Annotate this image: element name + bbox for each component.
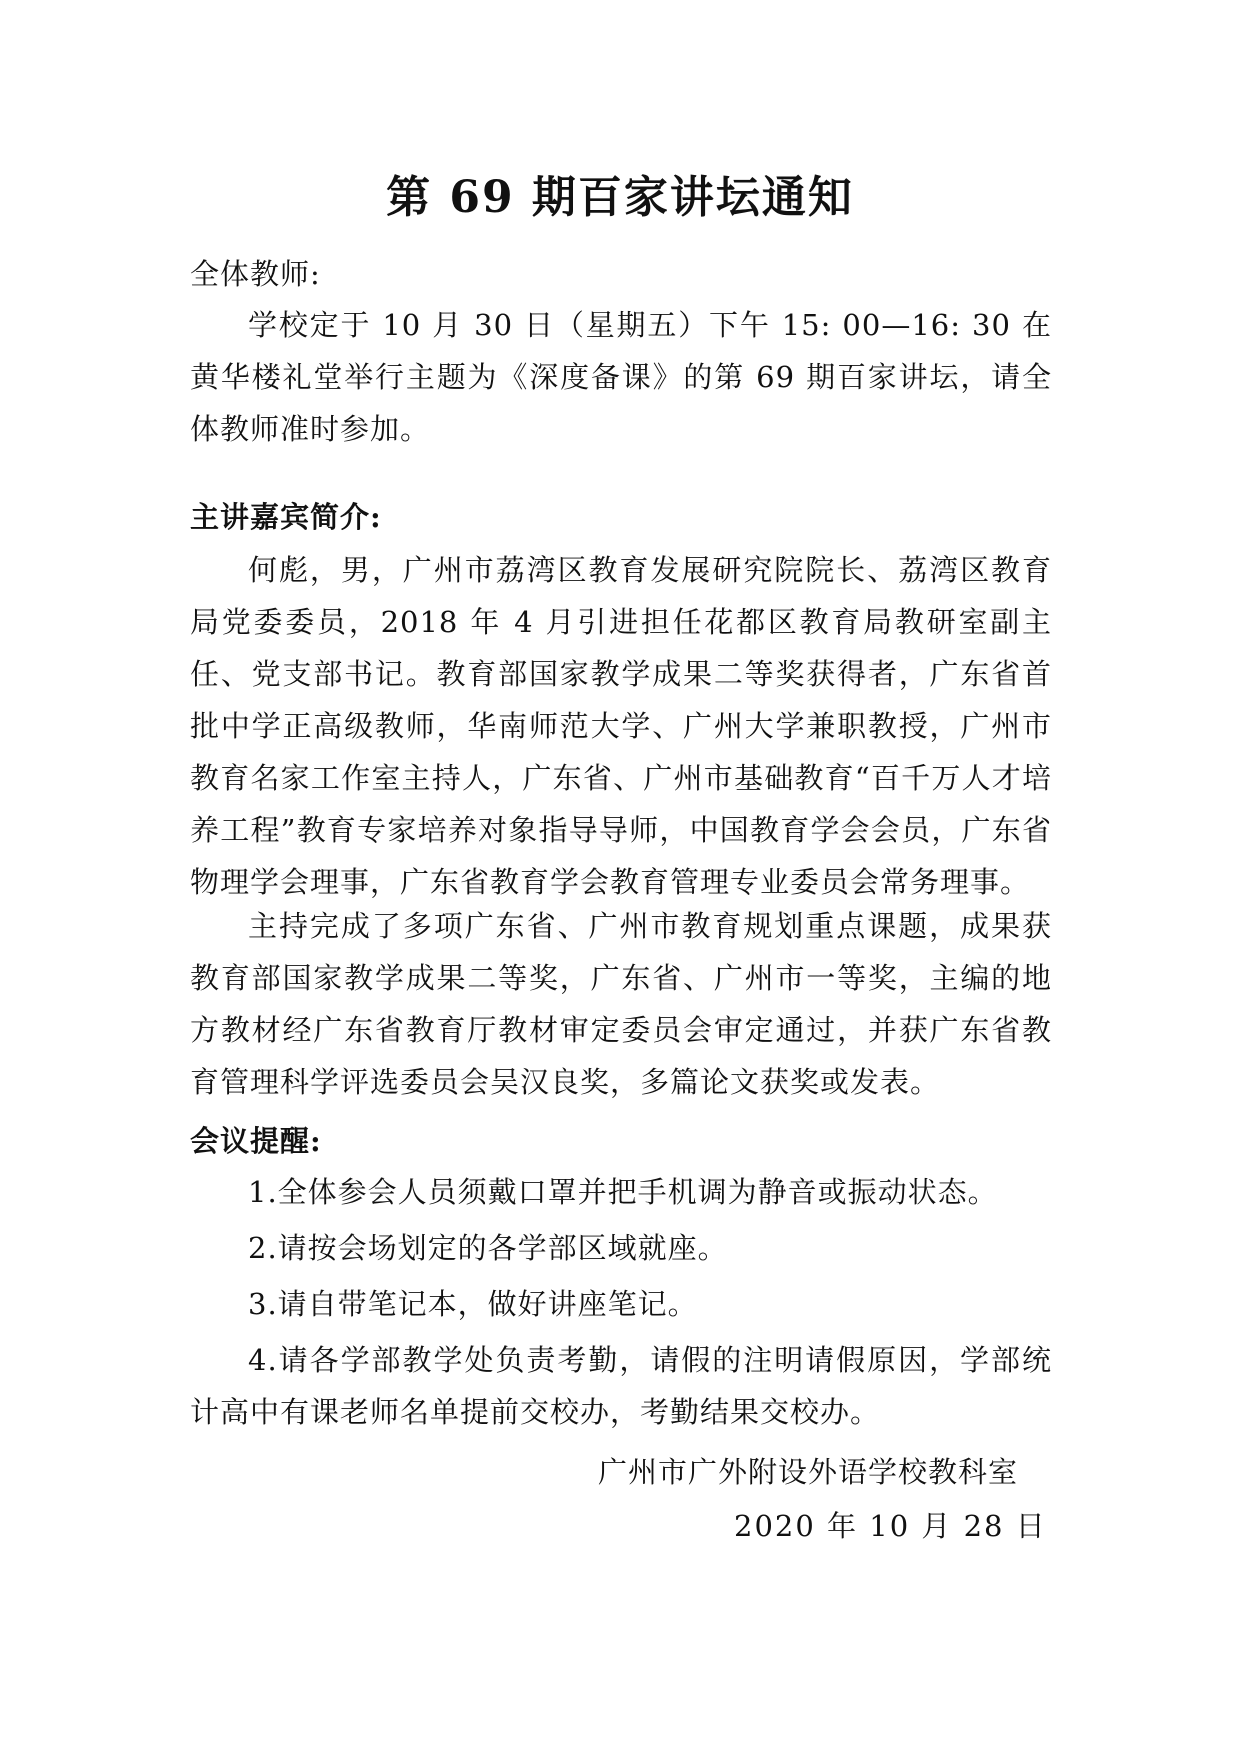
document-title: 第 69 期百家讲坛通知	[386, 172, 854, 223]
reminder-item: 1.全体参会人员须戴口罩并把手机调为静音或振动状态。	[248, 1175, 998, 1209]
salutation-text: 全体教师:	[190, 257, 321, 291]
guest-bio-text-1: 何彪，男，广州市荔湾区教育发展研究院院长、荔湾区教育局党委委员，2018 年 4 月引进担任花都区教育局教研室副主任、党支部书记。教育部国家教学成果二等奖获得者，广东省首批中学正高级教师，华南师范大学、广州大学兼职教授，广州市教育名家工作室主持人，广东省、广州市基础教育“百千万人才培养工程”教育专家培养对象指导导师，中国教育学会会员，广东省物理学会理事，广东省教育学会教育管理专业委员会常务理事。	[190, 553, 1052, 899]
reminder-item: 4.请各学部教学处负责考勤，请假的注明请假原因，学部统计高中有课老师名单提前交校办，考勤结果交校办。	[190, 1343, 1052, 1429]
guest-bio-text-2: 主持完成了多项广东省、广州市教育规划重点课题，成果获教育部国家教学成果二等奖，广东省、广州市一等奖，主编的地方教材经广东省教育厅教材审定委员会审定通过，并获广东省教育管理科学评选委员会吴汉良奖，多篇论文获奖或发表。	[190, 909, 1052, 1099]
notice-paragraph-text: 学校定于 10 月 30 日（星期五）下午 15: 00—16: 30 在黄华楼礼堂举行主题为《深度备课》的第 69 期百家讲坛，请全体教师准时参加。	[190, 308, 1052, 446]
guest-section-heading	[190, 491, 1052, 543]
guest-bio-paragraph-2	[190, 900, 1052, 1108]
signature-date: 2020 年 10 月 28 日	[734, 1509, 1047, 1543]
salutation	[190, 248, 1052, 300]
notice-paragraph	[190, 299, 1052, 455]
guest-heading-text: 主讲嘉宾简介:	[190, 500, 382, 534]
signature-organization: 广州市广外附设外语学校教科室	[598, 1455, 1019, 1489]
reminder-item: 3.请自带笔记本，做好讲座笔记。	[248, 1287, 698, 1321]
reminder-item: 2.请按会场划定的各学部区域就座。	[248, 1231, 728, 1265]
reminder-section-heading	[190, 1115, 1052, 1167]
reminder-heading-text: 会议提醒:	[190, 1124, 322, 1158]
reminder-list	[190, 1166, 1052, 1442]
guest-bio-paragraph-1	[190, 544, 1052, 908]
